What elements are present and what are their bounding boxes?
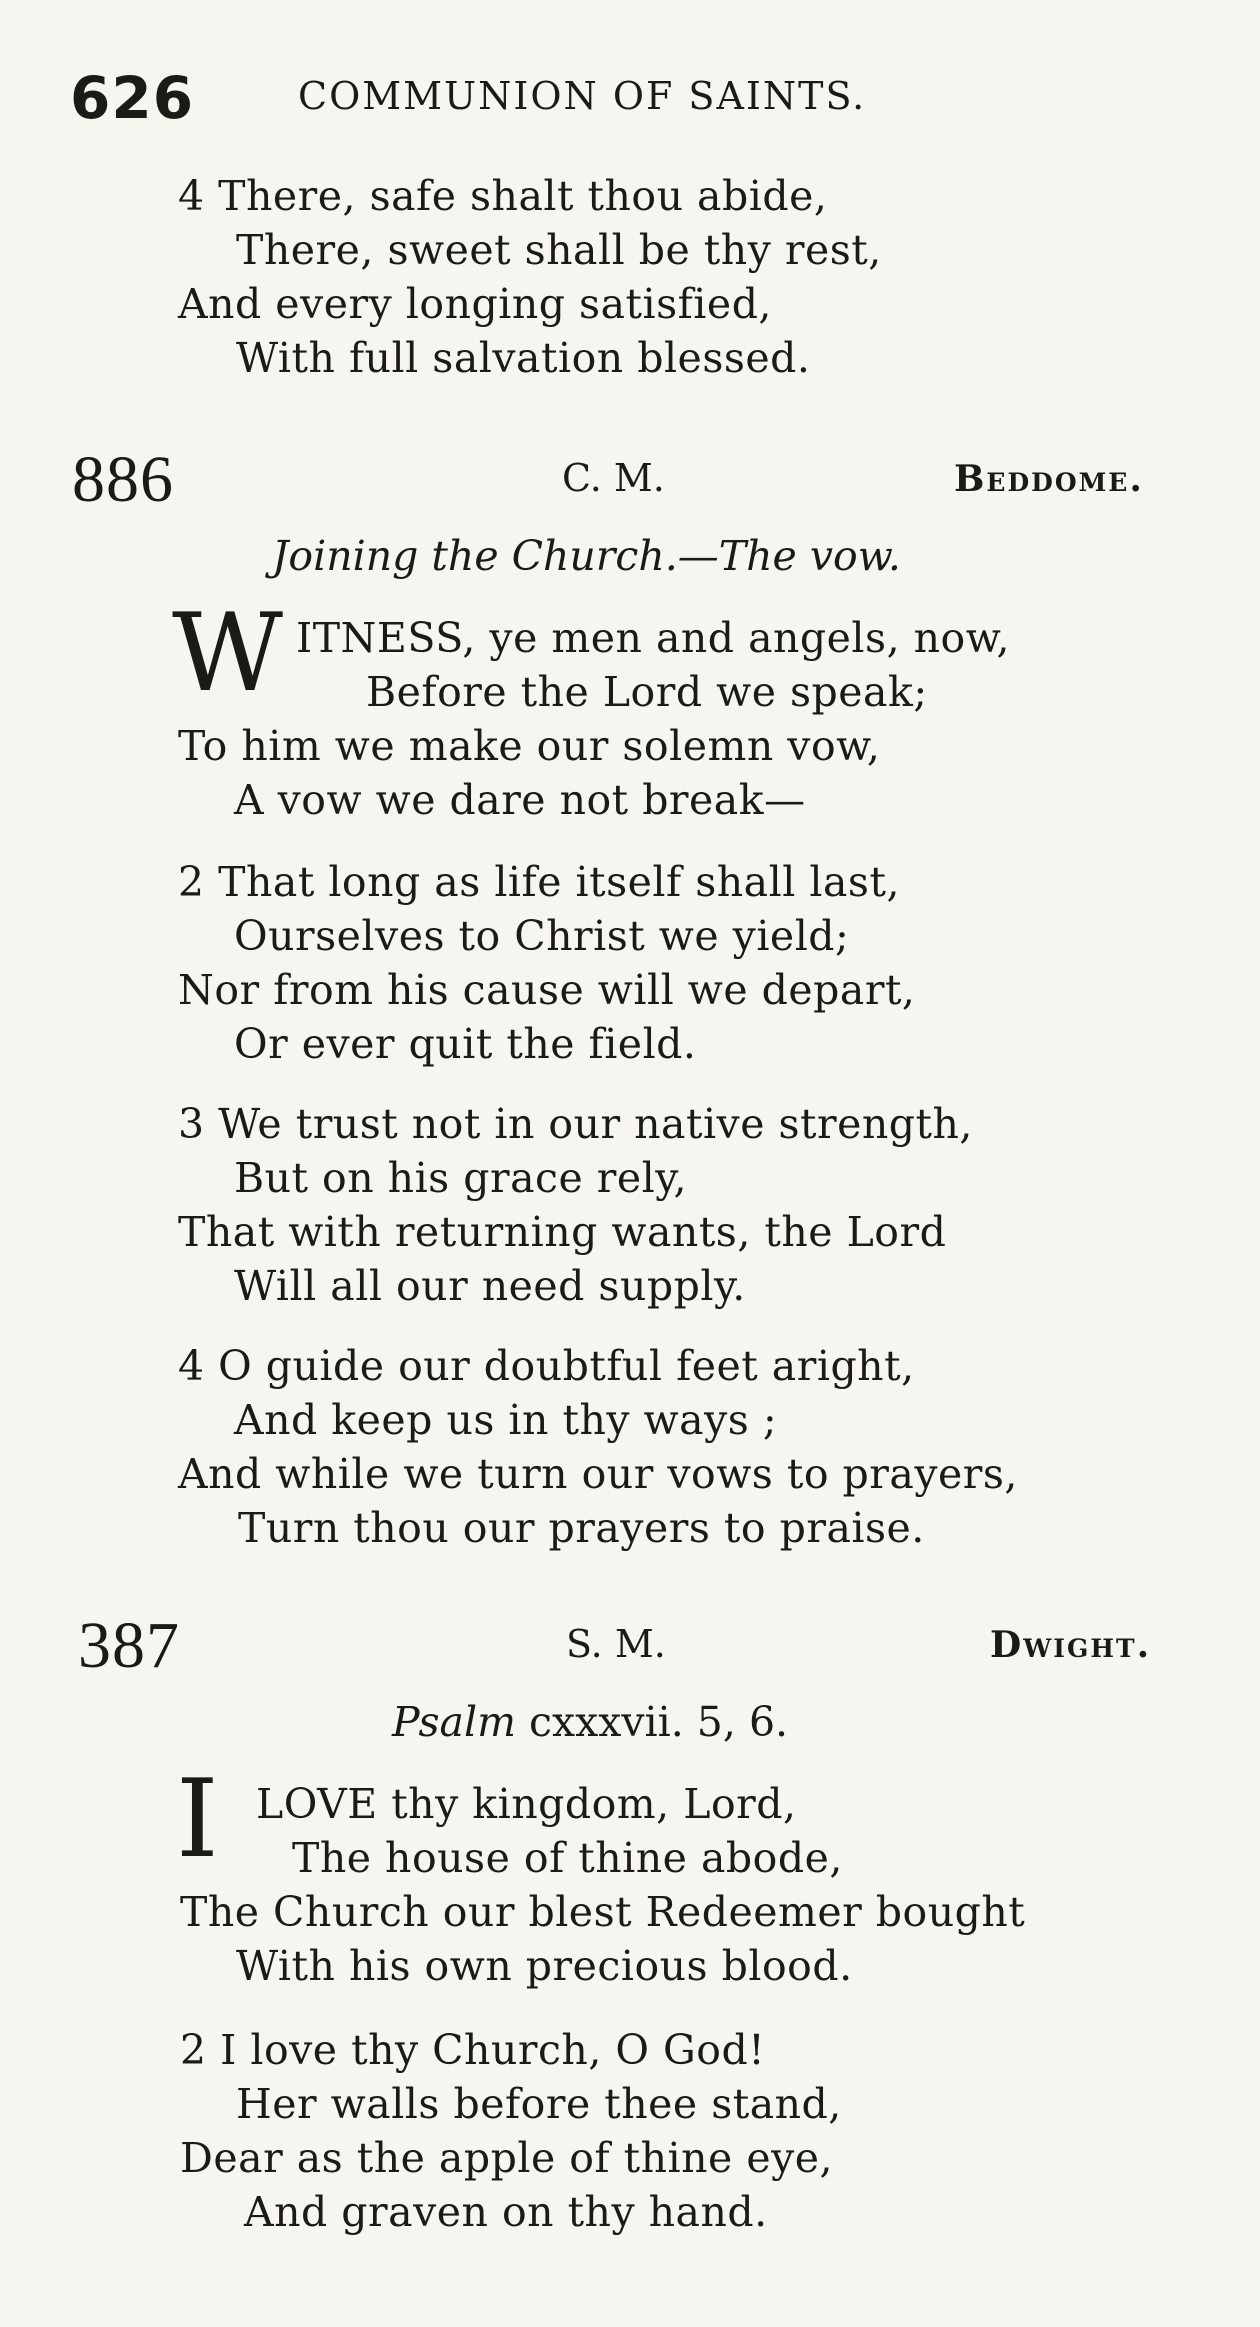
verse-line: Nor from his cause will we depart, (178, 966, 916, 1014)
verse-line: 4 There, safe shalt thou abide, (178, 172, 828, 220)
verse-line: Will all our need supply. (234, 1262, 746, 1310)
hymn-meter: S. M. (566, 1622, 666, 1666)
verse-line: Ourselves to Christ we yield; (234, 912, 850, 960)
verse-line: 2 I love thy Church, O God! (180, 2026, 766, 2074)
verse-line: But on his grace rely, (234, 1154, 688, 1202)
verse-line: The Church our blest Redeemer bought (180, 1888, 1026, 1936)
hymn-subtitle (392, 1698, 788, 1746)
drop-cap: I (176, 1757, 219, 1882)
verse-line: Turn thou our prayers to praise. (238, 1504, 925, 1552)
subtitle-reference: cxxxvii. 5, 6. (529, 1698, 789, 1746)
verse-line: To him we make our solemn vow, (178, 722, 881, 770)
hymn-subtitle: Joining the Church.—The vow. (272, 532, 901, 580)
drop-cap: W (172, 591, 284, 716)
running-title: COMMUNION OF SAINTS. (298, 74, 867, 118)
verse-line: That with returning wants, the Lord (178, 1208, 947, 1256)
verse-line: And keep us in thy ways ; (234, 1396, 778, 1444)
hymn-author: Beddome. (954, 458, 1144, 500)
verse-line: ITNESS, ye men and angels, now, (296, 614, 1011, 662)
page-number: 626 (70, 64, 195, 132)
verse-line: Her walls before thee stand, (236, 2080, 842, 2128)
hymn-author: Dwight. (990, 1624, 1152, 1666)
verse-line: Before the Lord we speak; (366, 668, 928, 716)
verse-line: The house of thine abode, (292, 1834, 843, 1882)
verse-line: And every longing satisfied, (178, 280, 772, 328)
verse-line: Dear as the apple of thine eye, (180, 2134, 834, 2182)
verse-line: LOVE thy kingdom, Lord, (256, 1780, 797, 1828)
hymn-number: 387 (78, 1609, 180, 1682)
hymn-number: 886 (72, 443, 174, 516)
verse-line: 2 That long as life itself shall last, (178, 858, 900, 906)
subtitle-italic: Psalm (392, 1698, 516, 1746)
verse-line: Or ever quit the field. (234, 1020, 697, 1068)
verse-line: 4 O guide our doubtful feet aright, (178, 1342, 915, 1390)
verse-line: And graven on thy hand. (244, 2188, 768, 2236)
verse-line: With his own precious blood. (236, 1942, 853, 1990)
hymn-meter: C. M. (562, 456, 665, 500)
verse-line: With full salvation blessed. (236, 334, 811, 382)
verse-line: A vow we dare not break— (234, 776, 806, 824)
verse-line: 3 We trust not in our native strength, (178, 1100, 973, 1148)
verse-line: And while we turn our vows to prayers, (178, 1450, 1018, 1498)
verse-line: There, sweet shall be thy rest, (236, 226, 882, 274)
